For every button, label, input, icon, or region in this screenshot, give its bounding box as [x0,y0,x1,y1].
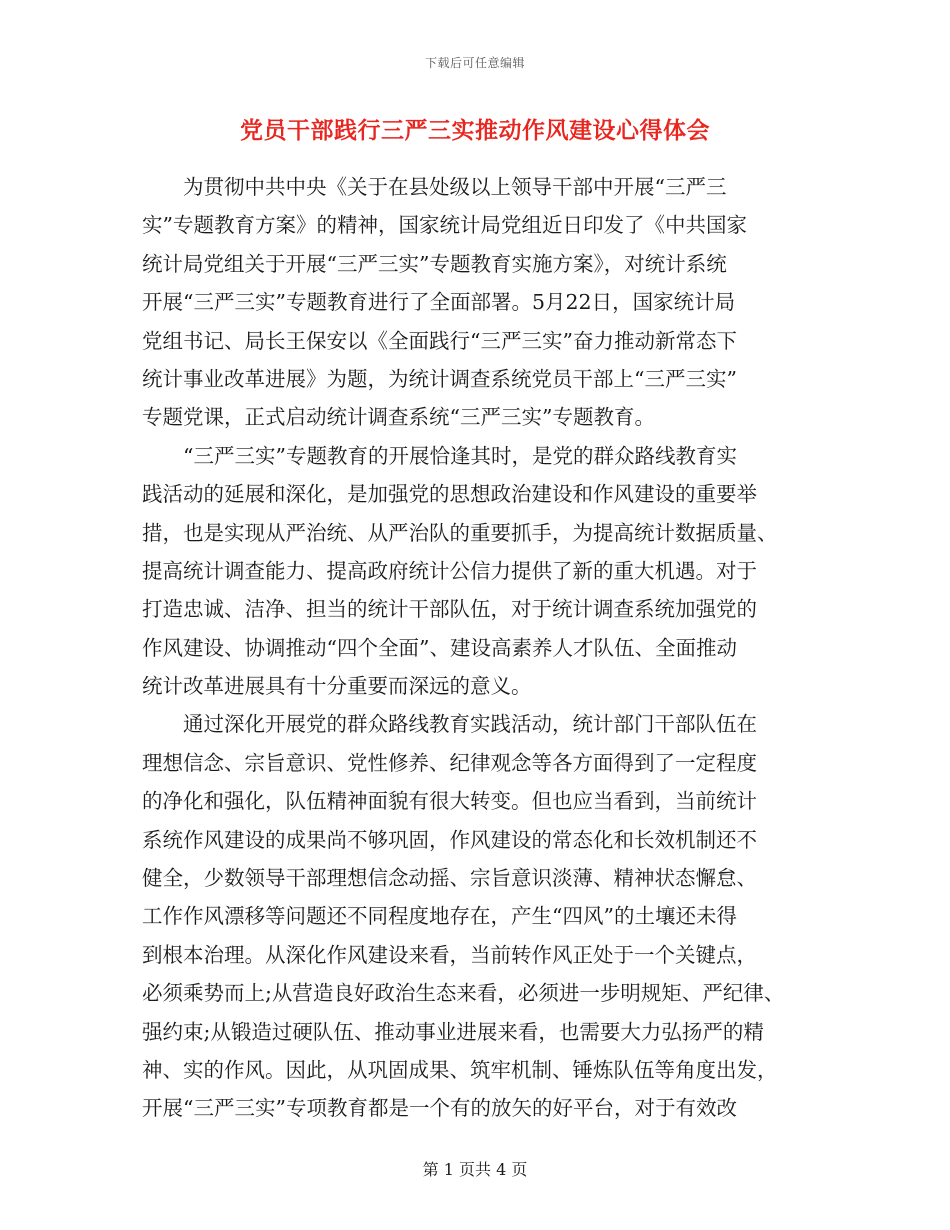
page-header-note: 下载后可任意编辑 [424,56,525,70]
text-line: 统计事业改革进展》为题，为统计调查系统党员干部上“三严三实” [142,366,737,391]
text-line: 统计改革进展具有十分重要而深远的意义。 [142,674,532,699]
text-line: 必须乘势而上;从营造良好政治生态来看，必须进一步明规矩、严纪律、 [142,981,785,1006]
page-footer: 第 1 页共 4 页 [422,1160,528,1179]
text-line: 的净化和强化，队伍精神面貌有很大转变。但也应当看到，当前统计 [142,789,757,814]
text-line: 工作作风漂移等问题还不同程度地存在，产生“四风”的土壤还未得 [142,904,737,929]
text-line: 通过深化开展党的群众路线教育实践活动，统计部门干部队伍在 [183,712,757,737]
text-line: 党组书记、局长王保安以《全面践行“三严三实”奋力推动新常态下 [142,328,737,353]
text-line: 统计局党组关于开展“三严三实”专题教育实施方案》，对统计系统 [142,251,727,276]
document-body [142,168,822,1128]
text-line: 神、实的作风。因此，从巩固成果、筑牢机制、锤炼队伍等角度出发， [142,1057,778,1082]
text-line: 开展“三严三实”专题教育进行了全面部署。5月22日，国家统计局 [142,290,736,315]
text-line: “三严三实”专题教育的开展恰逢其时，是党的群众路线教育实 [183,443,737,468]
text-line: 为贯彻中共中央《关于在县处级以上领导干部中开展“三严三 [183,175,727,199]
text-line: 践活动的延展和深化，是加强党的思想政治建设和作风建设的重要举 [142,482,757,507]
document-title: 党员干部践行三严三实推动作风建设心得体会 [240,117,710,144]
text-line: 打造忠诚、洁净、担当的统计干部队伍，对于统计调查系统加强党的 [142,597,757,622]
text-line: 作风建设、协调推动“四个全面”、建设高素养人才队伍、全面推动 [142,635,737,660]
text-line: 专题党课，正式启动统计调查系统“三严三实”专题教育。 [142,405,655,430]
text-line: 到根本治理。从深化作风建设来看，当前转作风正处于一个关键点， [142,942,757,967]
text-line: 强约束;从锻造过硬队伍、推动事业进展来看，也需要大力弘扬严的精 [142,1019,764,1044]
text-line: 开展“三严三实”专项教育都是一个有的放矢的好平台，对于有效改 [142,1096,737,1121]
text-line: 提高统计调查能力、提高政府统计公信力提供了新的重大机遇。对于 [142,558,757,583]
text-line: 实”专题教育方案》的精神，国家统计局党组近日印发了《中共国家 [142,213,747,238]
text-line: 措，也是实现从严治统、从严治队的重要抓手，为提高统计数据质量、 [142,520,778,545]
text-line: 系统作风建设的成果尚不够巩固，作风建设的常态化和长效机制还不 [142,827,757,852]
text-line: 理想信念、宗旨意识、党性修养、纪律观念等各方面得到了一定程度 [142,750,757,775]
text-line: 健全，少数领导干部理想信念动摇、宗旨意识淡薄、精神状态懈怠、 [142,866,757,891]
